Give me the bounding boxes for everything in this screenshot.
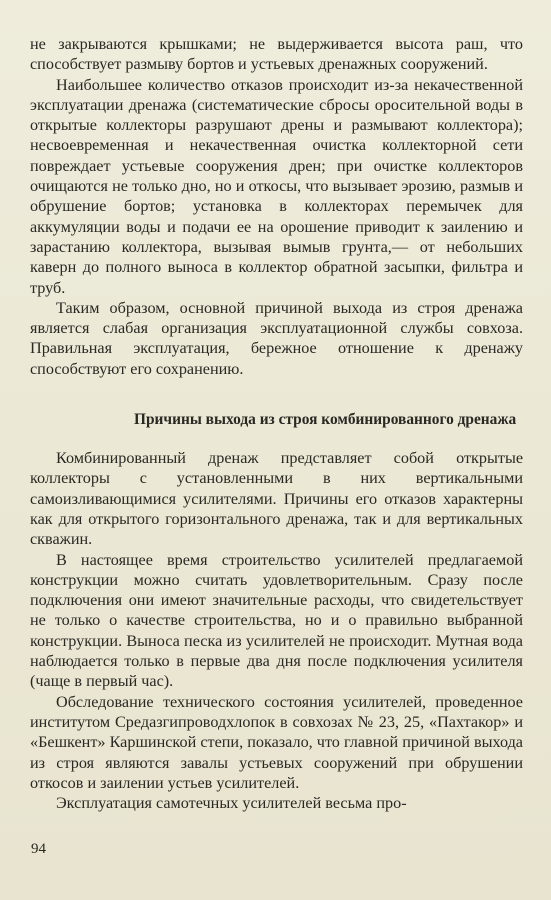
paragraph-operation-start: Эксплуатация самотечных усилителей весьма про- (56, 794, 407, 813)
paragraph-conclusion: Таким образом, основной причиной выхода из строя дренажа является слабая организация эксплуатационной службы совхоза. Правильная эксплуатация, бережное отношение к дренажу способствуют его сохранению. (30, 298, 523, 378)
paragraph-inspection: Обследование технического состояния усилителей, проведенное институтом Средазгипроводхлопок в совхозах № 23, 25, «Пахтакор» и «Бешкент» Каршинской степи, показало, что главной причиной выхода из строя являются завалы устьевых сооружений при обрушении откосов и заилении устьев усилителей. (30, 692, 523, 792)
page-number: 94 (31, 841, 46, 857)
paragraph-combined-drainage: Комбинированный дренаж представляет собой открытые коллекторы с установленными в них вертикальными самоизливающимися усилителями. Причины его отказов характерны как для открытого горизонтального дренажа, так и для вертикальных скважин. (30, 449, 523, 549)
section-heading: Причины выхода из строя комбинированного дренажа (134, 411, 517, 429)
paragraph-failures-operation: Наибольшее количество отказов происходит из-за некачественной эксплуатации дренажа (систематические сбросы оросительной воды в открытые коллекторы разрушают дрены и размывают коллектора); несвоевременная и некачественная очистка коллекторной сети повреждает устьевые сооружения дрен; при очистке коллекторов очищаются не только дно, но и откосы, что вызывает эрозию, размыв и обрушение бортов; установка в коллекторах перемычек для аккумуляции воды и подачи ее на орошение приводит к заилению и зарастанию коллектора, вызывая вымыв грунта,— от небольших каверн до полного выноса в коллектор обратной засыпки, фильтра и труб. (30, 75, 523, 297)
paragraph-construction-quality: В настоящее время строительство усилителей предлагаемой конструкции можно считать удовлетворительным. Сразу после подключения они имеют значительные расходы, что свидетельствует не только о качестве строительства, но и о правильно выбранной конструкции. Выноса песка из усилителей не происходит. Мутная вода наблюдается только в первые два дня после подключения усилителя (чаще в первый час). (30, 550, 523, 691)
paragraph-continuation: не закрываются крышками; не выдерживается высота раш, что способствует размыву бортов и устьевых дренажных сооружений. (30, 35, 523, 74)
